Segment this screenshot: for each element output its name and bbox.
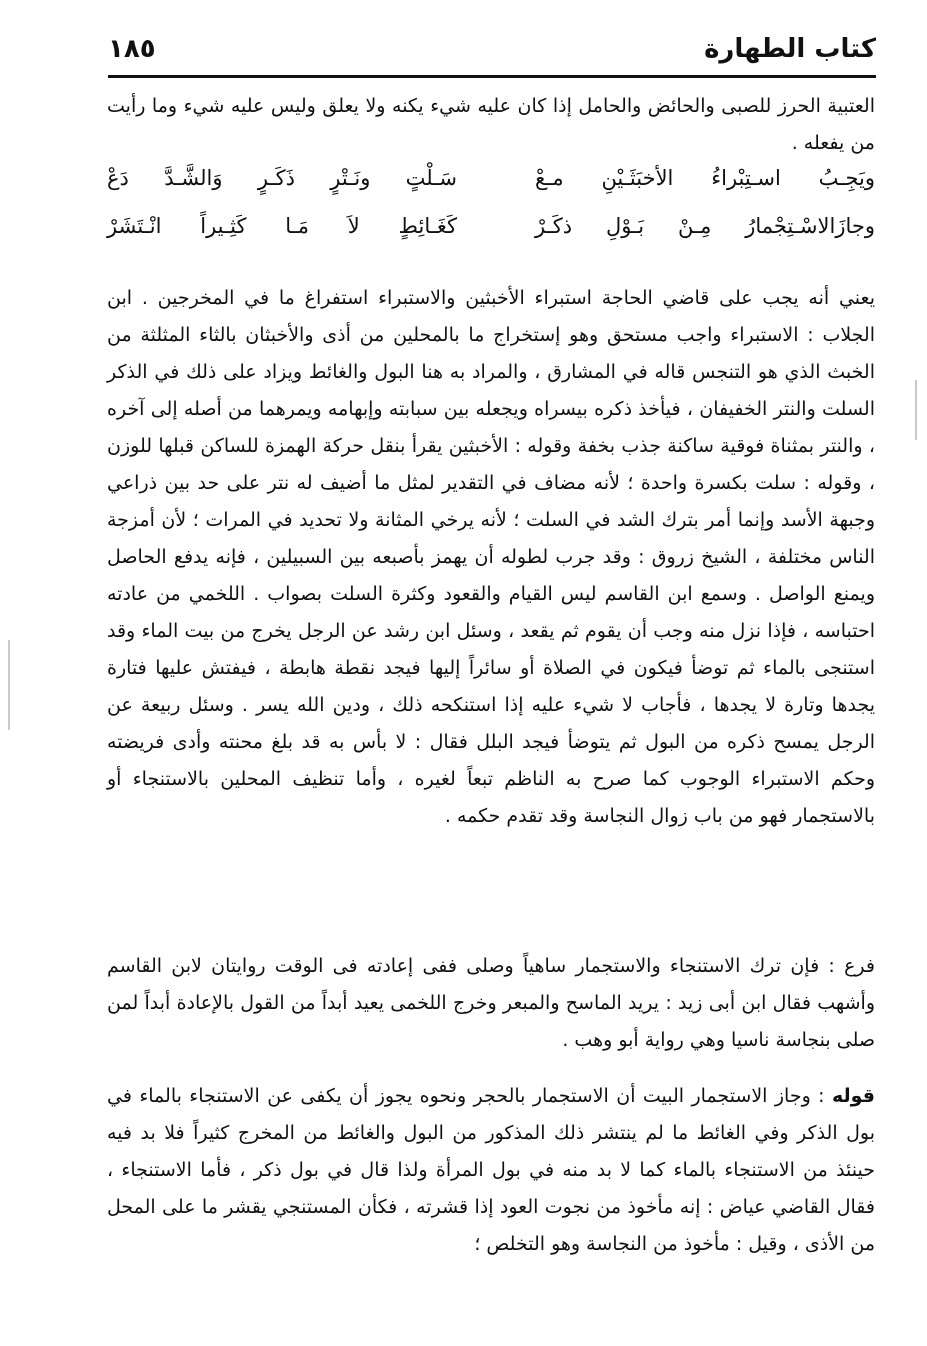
hemistich-first: ويَجِـبُ اسـتِبْراءُ الأخبَثَـيْنِ مـعْ	[535, 166, 875, 190]
scan-edge-mark	[8, 640, 10, 730]
book-title: كتاب الطهارة	[704, 34, 876, 64]
page-header	[108, 32, 876, 78]
poem-verses	[107, 162, 875, 262]
hemistich-second: كَغَـائِطٍ لاَ مَـا كَثِـيراً انْـتَشَرْ	[107, 214, 457, 238]
verse-line	[107, 214, 875, 260]
scan-edge-mark	[915, 380, 917, 440]
subsection-paragraph: فرع : فإن ترك الاستنجاء والاستجمار ساهياً وصلى ففى إعادته فى الوقت روايتان لابن القاسم وأشهب فقال ابن أبى زيد : يريد الماسح والمبعر وخرج اللخمى يعيد أبداً من القول بالإعادة أبداً لمن صلى بنجاسة ناسيا وهي رواية أبو وهب .	[107, 955, 875, 1051]
verse-line	[107, 166, 875, 212]
quote-paragraph	[107, 1078, 875, 1263]
quote-lead-word: قوله	[831, 1085, 875, 1107]
hemistich-first: وجازَالاسْـتِجْمارُ مِـنْ بَـوْلِ ذكَـرْ	[535, 214, 875, 238]
hemistich-second: سَـلْتٍ ونَـتْرٍ ذَكَـرٍ وَالشَّـدَّ دَعْ	[107, 166, 457, 190]
quote-body: : وجاز الاستجمار البيت أن الاستجمار بالحجر ونحوه يجوز أن يكفى عن الاستنجاء بالماء في بول الذكر وفي الغائط ما لم ينتشر ذلك المذكور من البول والغائط من المخرج كثيراً فلا بد فيه حينئذ من الاستنجاء بالماء كما لا بد منه في بول المرأة ولذا قال في بول ذكر ، فأما الاستنجاء ، فقال القاضي عياض : إنه مأخوذ من نجوت العود إذا قشرته ، فكأن المستنجي يقشر ما على المحل من الأذى ، وقيل : مأخوذ من النجاسة وهو التخلص ؛	[107, 1085, 875, 1255]
page-number: ١٨٥	[108, 34, 156, 64]
intro-paragraph: العتبية الحرز للصبى والحائض والحامل إذا كان عليه شيء يكنه ولا يعلق وليس عليه شيء وما رأيت من يفعله .	[107, 95, 875, 154]
header-rule	[108, 75, 876, 78]
commentary-paragraph: يعني أنه يجب على قاضي الحاجة استبراء الأخبثين والاستبراء استفراغ ما في المخرجين . ابن الجلاب : الاستبراء واجب مستحق وهو إستخراج ما بالمحلين من أذى والأخبثان بالثاء المثلثة من الخبث الذي هو التنجس قاله في المشارق ، والمراد به هنا البول والغائط ويزاد على ذلك في الذكر السلت والنتر الخفيفان ، فيأخذ ذكره بيسراه ويجعله بين سبابته وإبهامه ويمرهما من أصله إلى آخره ، والنتر بمثناة فوقية ساكنة جذب بخفة وقوله : الأخبثين يقرأ بنقل حركة الهمزة للساكن قبلها للوزن ، وقوله : سلت بكسرة واحدة ؛ لأنه مضاف في التقدير لمثل ما أضيف له نتر على حد بين ذراعي وجبهة الأسد وإنما أمر بترك الشد في السلت ؛ لأنه يرخي المثانة ولا تحديد في المرات ؛ لأن أمزجة الناس مختلفة ، الشيخ زروق : وقد جرب لطوله أن يهمز بأصبعه بين السبيلين ، فإنه يدفع الحاصل ويمنع الواصل . وسمع ابن القاسم ليس القيام والقعود وكثرة السلت بصواب . اللخمي من عادته احتباسه ، فإذا نزل منه وجب أن يقوم ثم يقعد ، وسئل ابن رشد عن الرجل يخرج من بيت الماء وقد استنجى بالماء ثم توضأ فيكون في الصلاة أو سائراً إليها فيجد نقطة هابطة ، فيفتش عليها فتارة يجدها وتارة لا يجدها ، فأجاب لا شيء عليه إذا استنكحه ذلك ، ودين الله يسر . وسئل ربيعة عن الرجل يمسح ذكره من البول ثم يتوضأ فيجد البلل فقال : لا بأس به قد بلغ محنته وأدى فريضته وحكم الاستبراء الوجوب كما صرح به الناظم تبعاً لغيره ، وأما تنظيف المحلين بالاستنجاء أو بالاستجمار فهو من باب زوال النجاسة وقد تقدم حكمه .	[107, 287, 875, 827]
